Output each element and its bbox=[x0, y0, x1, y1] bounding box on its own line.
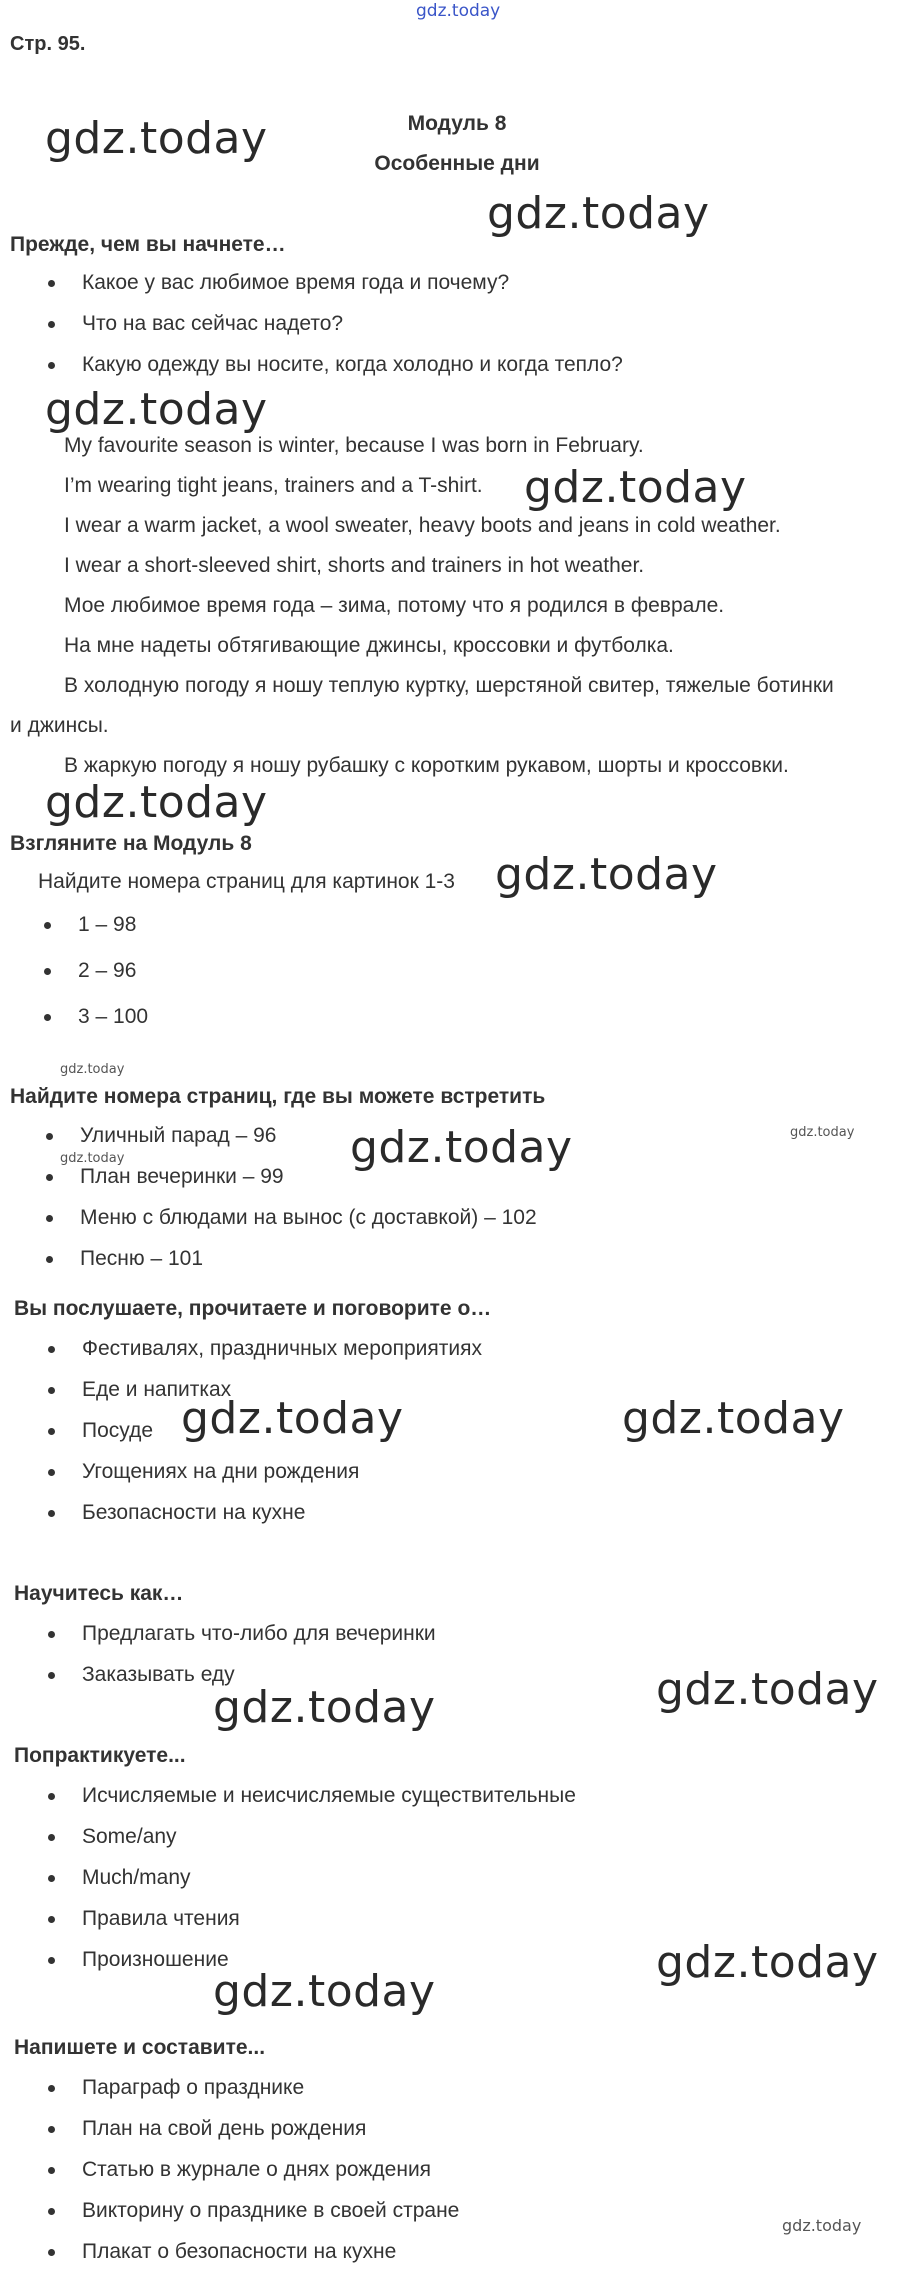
module-subtitle: Особенные дни bbox=[374, 152, 540, 175]
pictures-pages-list bbox=[78, 913, 148, 1051]
list-item: Что на вас сейчас надето? bbox=[82, 312, 623, 353]
answer-ru-3: В холодную погоду я ношу теплую куртку, шерстяной свитер, тяжелые ботинки bbox=[64, 674, 834, 697]
section-heading-practice: Попрактикуете... bbox=[14, 1744, 186, 1767]
answer-ru-2: На мне надеты обтягивающие джинсы, кроссовки и футболка. bbox=[64, 634, 674, 657]
list-item: Викторину о празднике в своей стране bbox=[82, 2199, 459, 2240]
answer-en-1: My favourite season is winter, because I was born in February. bbox=[64, 434, 644, 457]
list-item: Правила чтения bbox=[82, 1907, 576, 1948]
list-item: Much/many bbox=[82, 1866, 576, 1907]
list-item: Произношение bbox=[82, 1948, 576, 1989]
list-item: 2 – 96 bbox=[78, 959, 148, 1005]
answer-en-4: I wear a short-sleeved shirt, shorts and trainers in hot weather. bbox=[64, 554, 645, 577]
answer-ru-4: В жаркую погоду я ношу рубашку с коротким рукавом, шорты и кроссовки. bbox=[64, 754, 789, 777]
list-item: 1 – 98 bbox=[78, 913, 148, 959]
watermark: gdz.today bbox=[495, 849, 718, 900]
list-item: План на свой день рождения bbox=[82, 2117, 459, 2158]
watermark: gdz.today bbox=[181, 1393, 404, 1444]
module-title: Модуль 8 bbox=[407, 112, 507, 135]
list-item: Угощениях на дни рождения bbox=[82, 1460, 482, 1501]
watermark-small: gdz.today bbox=[782, 2216, 862, 2235]
section-heading-you-will: Вы послушаете, прочитаете и поговорите о… bbox=[14, 1297, 492, 1320]
watermark-small: gdz.today bbox=[790, 1125, 855, 1140]
list-item: Песню – 101 bbox=[80, 1247, 537, 1288]
list-item: Some/any bbox=[82, 1825, 576, 1866]
look-instruction: Найдите номера страниц для картинок 1-3 bbox=[38, 870, 455, 893]
page-label: Стр. 95. bbox=[10, 33, 86, 55]
section-heading-write: Напишете и составите... bbox=[14, 2036, 266, 2059]
list-item: Исчисляемые и неисчисляемые существительные bbox=[82, 1784, 576, 1825]
answer-ru-1: Мое любимое время года – зима, потому что я родился в феврале. bbox=[64, 594, 725, 617]
list-item: Фестивалях, праздничных мероприятиях bbox=[82, 1337, 482, 1378]
list-item: Какую одежду вы носите, когда холодно и когда тепло? bbox=[82, 353, 623, 394]
watermark: gdz.today bbox=[350, 1122, 573, 1173]
list-item: Параграф о празднике bbox=[82, 2076, 459, 2117]
watermark-small: gdz.today bbox=[60, 1062, 125, 1077]
watermark: gdz.today bbox=[656, 1937, 879, 1988]
list-item: Уличный парад – 96 bbox=[80, 1124, 537, 1165]
list-item: Посуде bbox=[82, 1419, 482, 1460]
watermark-small: gdz.today bbox=[60, 1151, 125, 1166]
answer-en-3: I wear a warm jacket, a wool sweater, heavy boots and jeans in cold weather. bbox=[64, 514, 781, 537]
watermark: gdz.today bbox=[45, 777, 268, 828]
watermark: gdz.today bbox=[622, 1393, 845, 1444]
section-heading-find-pages: Найдите номера страниц, где вы можете встретить bbox=[10, 1085, 546, 1108]
list-item: Предлагать что-либо для вечеринки bbox=[82, 1622, 436, 1663]
watermark: gdz.today bbox=[524, 462, 747, 513]
watermark: gdz.today bbox=[45, 113, 268, 164]
answer-ru-3-cont: и джинсы. bbox=[10, 714, 109, 737]
watermark: gdz.today bbox=[656, 1664, 879, 1715]
list-item: План вечеринки – 99 bbox=[80, 1165, 537, 1206]
list-item: Заказывать еду bbox=[82, 1663, 436, 1704]
answer-en-2: I’m wearing tight jeans, trainers and a T-shirt. bbox=[64, 474, 483, 497]
watermark: gdz.today bbox=[487, 188, 710, 239]
list-item: Плакат о безопасности на кухне bbox=[82, 2240, 459, 2281]
list-item: Меню с блюдами на вынос (с доставкой) – 102 bbox=[80, 1206, 537, 1247]
section-heading-learn-how: Научитесь как… bbox=[14, 1582, 184, 1605]
watermark: gdz.today bbox=[213, 1682, 436, 1733]
top-watermark: gdz.today bbox=[416, 1, 501, 21]
section-heading-before-start: Прежде, чем вы начнете… bbox=[10, 233, 286, 256]
list-item: Какое у вас любимое время года и почему? bbox=[82, 271, 623, 312]
practice-list bbox=[82, 1784, 576, 1989]
watermark: gdz.today bbox=[213, 1966, 436, 2017]
write-list bbox=[82, 2076, 459, 2281]
list-item: Статью в журнале о днях рождения bbox=[82, 2158, 459, 2199]
section-heading-look-at-module: Взгляните на Модуль 8 bbox=[10, 832, 252, 855]
questions-list bbox=[82, 271, 623, 394]
list-item: 3 – 100 bbox=[78, 1005, 148, 1051]
watermark: gdz.today bbox=[45, 384, 268, 435]
list-item: Еде и напитках bbox=[82, 1378, 482, 1419]
list-item: Безопасности на кухне bbox=[82, 1501, 482, 1542]
